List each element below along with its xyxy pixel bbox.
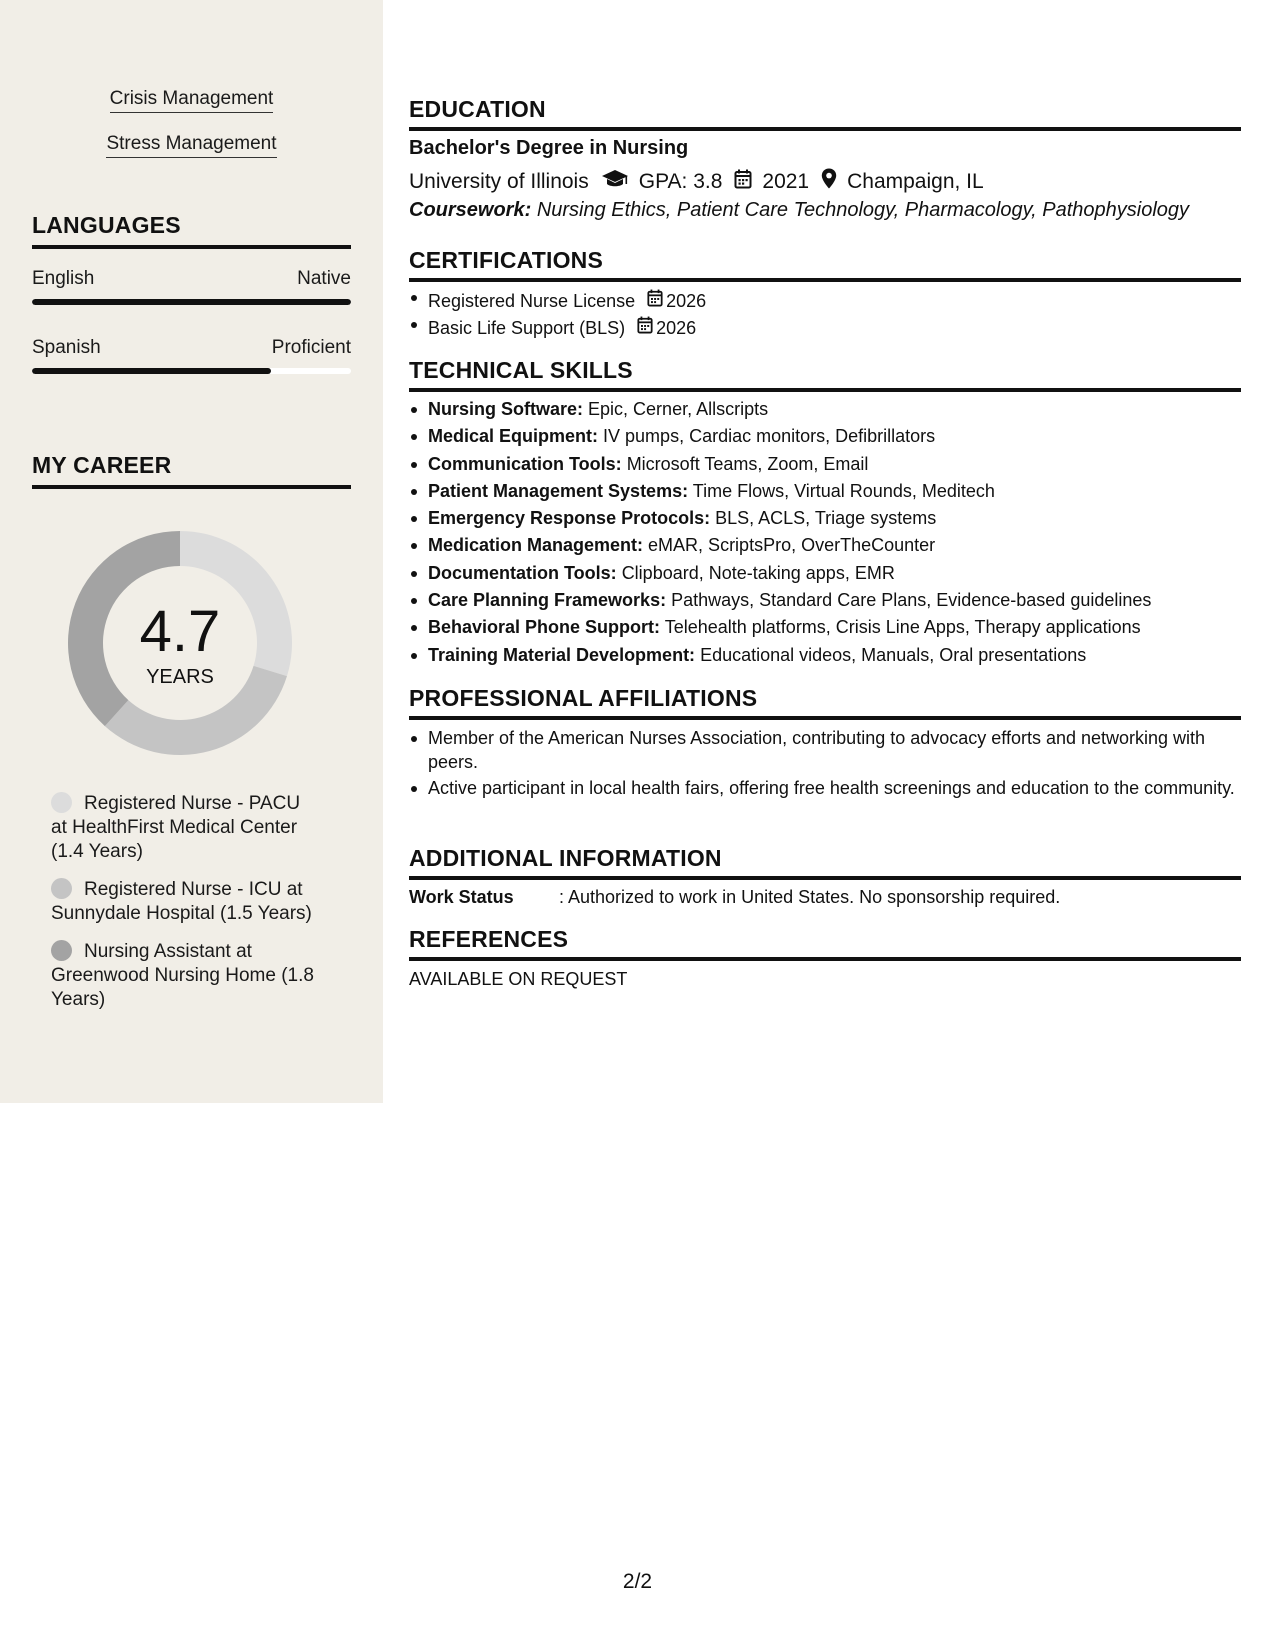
career-total-value: 4.7	[139, 599, 221, 664]
skill-category: Patient Management Systems:	[428, 480, 689, 501]
skill-values: Microsoft Teams, Zoom, Email	[626, 453, 869, 474]
affiliation-item: Active participant in local health fairs, offering free health screenings and education to the community.	[409, 776, 1241, 800]
technical-skill-item	[409, 425, 1241, 452]
technical-skills-list	[409, 398, 1241, 671]
work-status-value: : Authorized to work in United States. No sponsorship required.	[559, 887, 1061, 907]
education-gpa: GPA: 3.8	[638, 169, 723, 193]
work-status-label: Work Status	[409, 887, 514, 907]
career-heading: MY CAREER	[32, 452, 351, 489]
location-pin-icon	[821, 168, 837, 195]
certification-name: Basic Life Support (BLS)	[428, 317, 626, 338]
certification-year: 2026	[666, 290, 707, 311]
education-heading: EDUCATION	[409, 96, 1241, 131]
skill-values: Pathways, Standard Care Plans, Evidence-based guidelines	[671, 590, 1152, 611]
language-name: English	[32, 268, 95, 289]
skill-category: Communication Tools:	[428, 453, 622, 474]
certifications-list	[409, 287, 1241, 341]
certification-name: Registered Nurse License	[428, 290, 636, 311]
certifications-heading: CERTIFICATIONS	[409, 247, 1241, 282]
page-number: 2/2	[622, 1570, 653, 1593]
education-degree: Bachelor's Degree in Nursing	[409, 137, 689, 159]
skill-values: Educational videos, Manuals, Oral presentations	[700, 644, 1087, 665]
career-total-unit: YEARS	[146, 666, 214, 688]
references-heading: REFERENCES	[409, 926, 1241, 961]
skill-values: IV pumps, Cardiac monitors, Defibrillators	[603, 426, 936, 447]
skill-values: BLS, ACLS, Triage systems	[715, 508, 937, 529]
references-text: AVAILABLE ON REQUEST	[409, 969, 628, 989]
coursework-label: Coursework:	[409, 199, 532, 221]
calendar-icon	[647, 289, 663, 312]
skill-values: Epic, Cerner, Allscripts	[588, 399, 769, 419]
technical-skill-item	[409, 534, 1241, 561]
skill-category: Nursing Software:	[428, 399, 584, 419]
sidebar	[0, 0, 383, 1103]
skill-category: Emergency Response Protocols:	[428, 508, 711, 529]
career-item-label: Nursing Assistant at Greenwood Nursing Home (1.8 Years)	[51, 941, 314, 1010]
calendar-icon	[734, 169, 752, 195]
language-level: Native	[297, 268, 351, 289]
career-legend-dot	[51, 792, 72, 813]
certification-item	[409, 287, 1241, 314]
affiliation-item: Member of the American Nurses Association, contributing to advocacy efforts and networking with peers.	[409, 726, 1241, 774]
skill-category: Medication Management:	[428, 535, 644, 556]
technical-skill-item	[409, 480, 1241, 507]
affiliations-heading: PROFESSIONAL AFFILIATIONS	[409, 685, 1241, 720]
skill-values: Clipboard, Note-taking apps, EMR	[621, 562, 895, 583]
skill-values: eMAR, ScriptsPro, OverTheCounter	[648, 535, 936, 556]
language-name: Spanish	[32, 337, 101, 358]
graduation-cap-icon	[601, 169, 629, 195]
language-level: Proficient	[271, 337, 351, 358]
language-bar-fill	[32, 368, 271, 374]
skill-category: Training Material Development:	[428, 644, 696, 665]
languages-heading: LANGUAGES	[32, 212, 351, 249]
career-donut-chart	[64, 527, 296, 759]
education-coursework	[409, 199, 1189, 222]
certification-item	[409, 314, 1241, 341]
technical-skill-item	[409, 644, 1241, 671]
career-item	[51, 878, 321, 926]
career-item-label: Registered Nurse - ICU at Sunnydale Hospital (1.5 Years)	[51, 879, 312, 924]
technical-skill-item	[409, 562, 1241, 589]
skill-category: Documentation Tools:	[428, 562, 617, 583]
language-row-spanish	[32, 337, 351, 359]
career-item	[51, 940, 321, 1012]
calendar-icon	[637, 316, 653, 339]
education-school: University of Illinois	[409, 169, 589, 193]
skill-category: Behavioral Phone Support:	[428, 617, 661, 638]
technical-skill-item	[409, 398, 1241, 425]
technical-skills-heading: TECHNICAL SKILLS	[409, 357, 1241, 392]
education-details	[409, 168, 984, 195]
education-year: 2021	[762, 169, 810, 193]
language-bar-english	[32, 299, 351, 305]
affiliations-list	[409, 726, 1241, 802]
coursework-value: Nursing Ethics, Patient Care Technology, Pharmacology, Pathophysiology	[536, 199, 1190, 221]
skill-values: Time Flows, Virtual Rounds, Meditech	[692, 480, 995, 501]
language-bar-fill	[32, 299, 351, 305]
skill-stress-management[interactable]: Stress Management	[0, 133, 383, 158]
skill-category: Medical Equipment:	[428, 426, 599, 447]
skill-crisis-management[interactable]: Crisis Management	[0, 88, 383, 113]
additional-info-heading: ADDITIONAL INFORMATION	[409, 845, 1241, 880]
career-legend-dot	[51, 878, 72, 899]
education-location: Champaign, IL	[847, 169, 984, 193]
technical-skill-item	[409, 589, 1241, 616]
work-status	[409, 887, 1060, 908]
career-item	[51, 792, 321, 864]
language-bar-spanish	[32, 368, 351, 374]
technical-skill-item	[409, 616, 1241, 643]
skill-values: Telehealth platforms, Crisis Line Apps, Therapy applications	[664, 617, 1141, 638]
technical-skill-item	[409, 453, 1241, 480]
language-row-english	[32, 268, 351, 290]
career-legend-dot	[51, 940, 72, 961]
career-item-label: Registered Nurse - PACU at HealthFirst Medical Center (1.4 Years)	[51, 793, 301, 862]
skill-category: Care Planning Frameworks:	[428, 590, 667, 611]
technical-skill-item	[409, 507, 1241, 534]
certification-year: 2026	[656, 317, 697, 338]
